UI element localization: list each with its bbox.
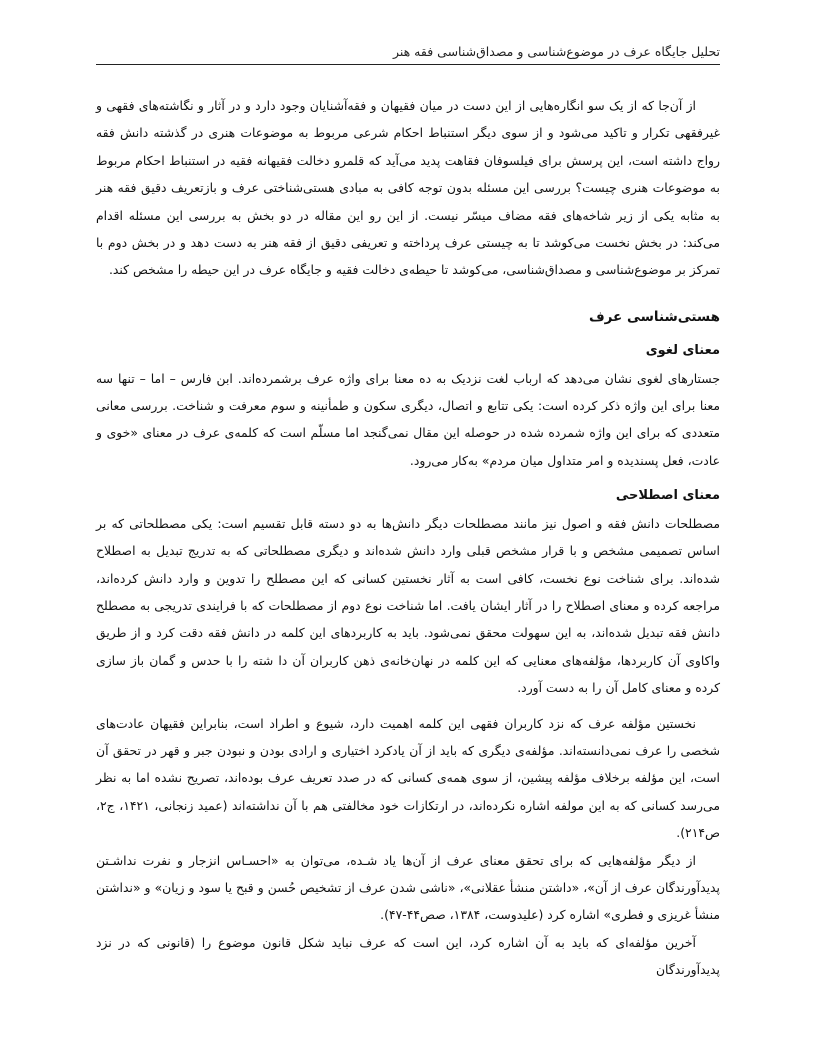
intro-paragraph: از آن‌جا که از یک سو انگاره‌هایی از این دست در میان فقیهان و فقه‌آشنایان وجود دارد و در آثار و نگاشته‌های فقهی و غیرفقهی تکرار و تاکید می‌شود و از سوی دیگر استنباط احکام شرعی مربوط به موضوعات هنری در گذشته دانش فقه رواج داشته است، این پرسش برای فیلسوفان فقاهت پدید می‌آید که قلمرو دخالت فقیهانه فقیه در استنباط احکام مربوط به موضوعات هنری چیست؟ بررسی این مسئله بدون توجه کافی به مبادی هستی‌شناختی عرف و بازتعریف دقیق فقه هنر به مثابه یکی از زیر شاخه‌های فقه مضاف میسّر نیست. از این رو این مقاله در دو بخش به بررسی این مسئله اقدام می‌کند: در بخش نخست می‌کوشد تا به چیستی عرف پرداخته و تعریفی دقیق از فقه هنر به دست دهد و در بخش دوم با تمرکز بر موضوع‌شناسی و مصداق‌شناسی، می‌کوشد تا حیطه‌ی دخالت فقیه و جایگاه عرف در این حیطه را مشخص کند. — [96, 98, 720, 278]
header-rule — [96, 64, 720, 65]
subsection-heading-terminological: معنای اصطلاحی — [615, 488, 720, 504]
running-header: تحلیل جایگاه عرف در موضوع‌شناسی و مصداق‌شناسی فقه هنر — [392, 44, 720, 59]
document-body — [96, 92, 720, 984]
component-paragraph-2: از دیگر مؤلفه‌هایی که برای تحقق معنای عرف از آن‌ها یاد شـده، می‌توان به «احسـاس انزجار و نفرت نداشـتن پدیدآورندگان عرف از آن»، «داشتن منشأ عقلانی»، «ناشی شدن عرف از تشخیص حُسن و قبح یا سود و زیان» و «نداشتن منشأ غریزی و فطری» اشاره کرد (علیدوست، ۱۳۸۴، صص۴۴-۴۷). — [96, 852, 720, 923]
subsection-heading-lexical: معنای لغوی — [645, 343, 720, 359]
component-paragraph-1: نخستین مؤلفه عرف که نزد کاربران فقهی این کلمه اهمیت دارد، شیوع و اطراد است، بنابراین فقیهان عادت‌های شخصی را عرف نمی‌دانسته‌اند. مؤلفه‌ی دیگری که باید از آن یادکرد اختیاری و ارادی بودن و نبودن جبر و قهر در تحقق آن است، این مؤلفه برخلاف مؤلفه پیشین، از سوی همه‌ی کسانی که در صدد تعریف عرف بوده‌اند، تصریح نشده اما به نظر می‌رسد کسانی که به این مولفه اشاره نکرده‌اند، در ارتکازات خود مخالفتی هم با آن نداشته‌اند (عمید زنجانی، ۱۴۲۱، ج۲، ص۲۱۴). — [96, 715, 721, 841]
terminological-paragraph: مصطلحات دانش فقه و اصول نیز مانند مصطلحات دیگر دانش‌ها به دو دسته قابل تقسیم است: یکی مصطلحاتی که بر اساس تصمیمی مشخص و با قرار مشخص قبلی وارد دانش شده‌اند و دیگری مصطلحاتی که به تدریج تبدیل به اصطلاح شده‌اند. برای شناخت نوع نخست، کافی است به آثار نخستین کسانی که این مصطلح را تدوین و وارد دانش کرده‌اند، مراجعه کرده و معنای اصطلاح را در آثار ایشان یافت. اما شناخت نوع دوم از مصطلحات که با فرایندی تدریجی به مصطلح دانش فقه تبدیل شده‌اند، به این سهولت محقق نمی‌شود. باید به کاربردهای این کلمه در دانش فقه دقت کرد و از طریق واکاوی آن کاربردها، مؤلفه‌های معنایی که این کلمه در نهان‌خانه‌ی ذهن کاربران آن دا شته را با حدس و گمان باز سازی کرده و معنای کامل آن را به دست آورد. — [96, 515, 720, 696]
section-heading: هستی‌شناسی عرف — [588, 308, 720, 325]
lexical-paragraph: جستارهای لغوی نشان می‌دهد که ارباب لغت نزدیک به ده معنا برای واژه عرف برشمرده‌اند. ابن فارس – اما – تنها سه معنا برای این واژه ذکر کرده است: یکی تتابع و اتصال، دیگری سکون و طمأنینه و سوم معرفت و شناخت. بررسی معانی متعددی که برای این واژه شمرده شده در حوصله این مقال نمی‌گنجد اما مسلّم است که کلمه‌ی عرف در معنای «خوی و عادت، فعل پسندیده و امر متداول میان مردم» به‌کار می‌رود. — [96, 370, 720, 468]
component-paragraph-3: آخرین مؤلفه‌ای که باید به آن اشاره کرد، این است که عرف نباید شکل قانون موضوع را (قانونی که در نزد پدیدآورندگان — [96, 934, 720, 978]
